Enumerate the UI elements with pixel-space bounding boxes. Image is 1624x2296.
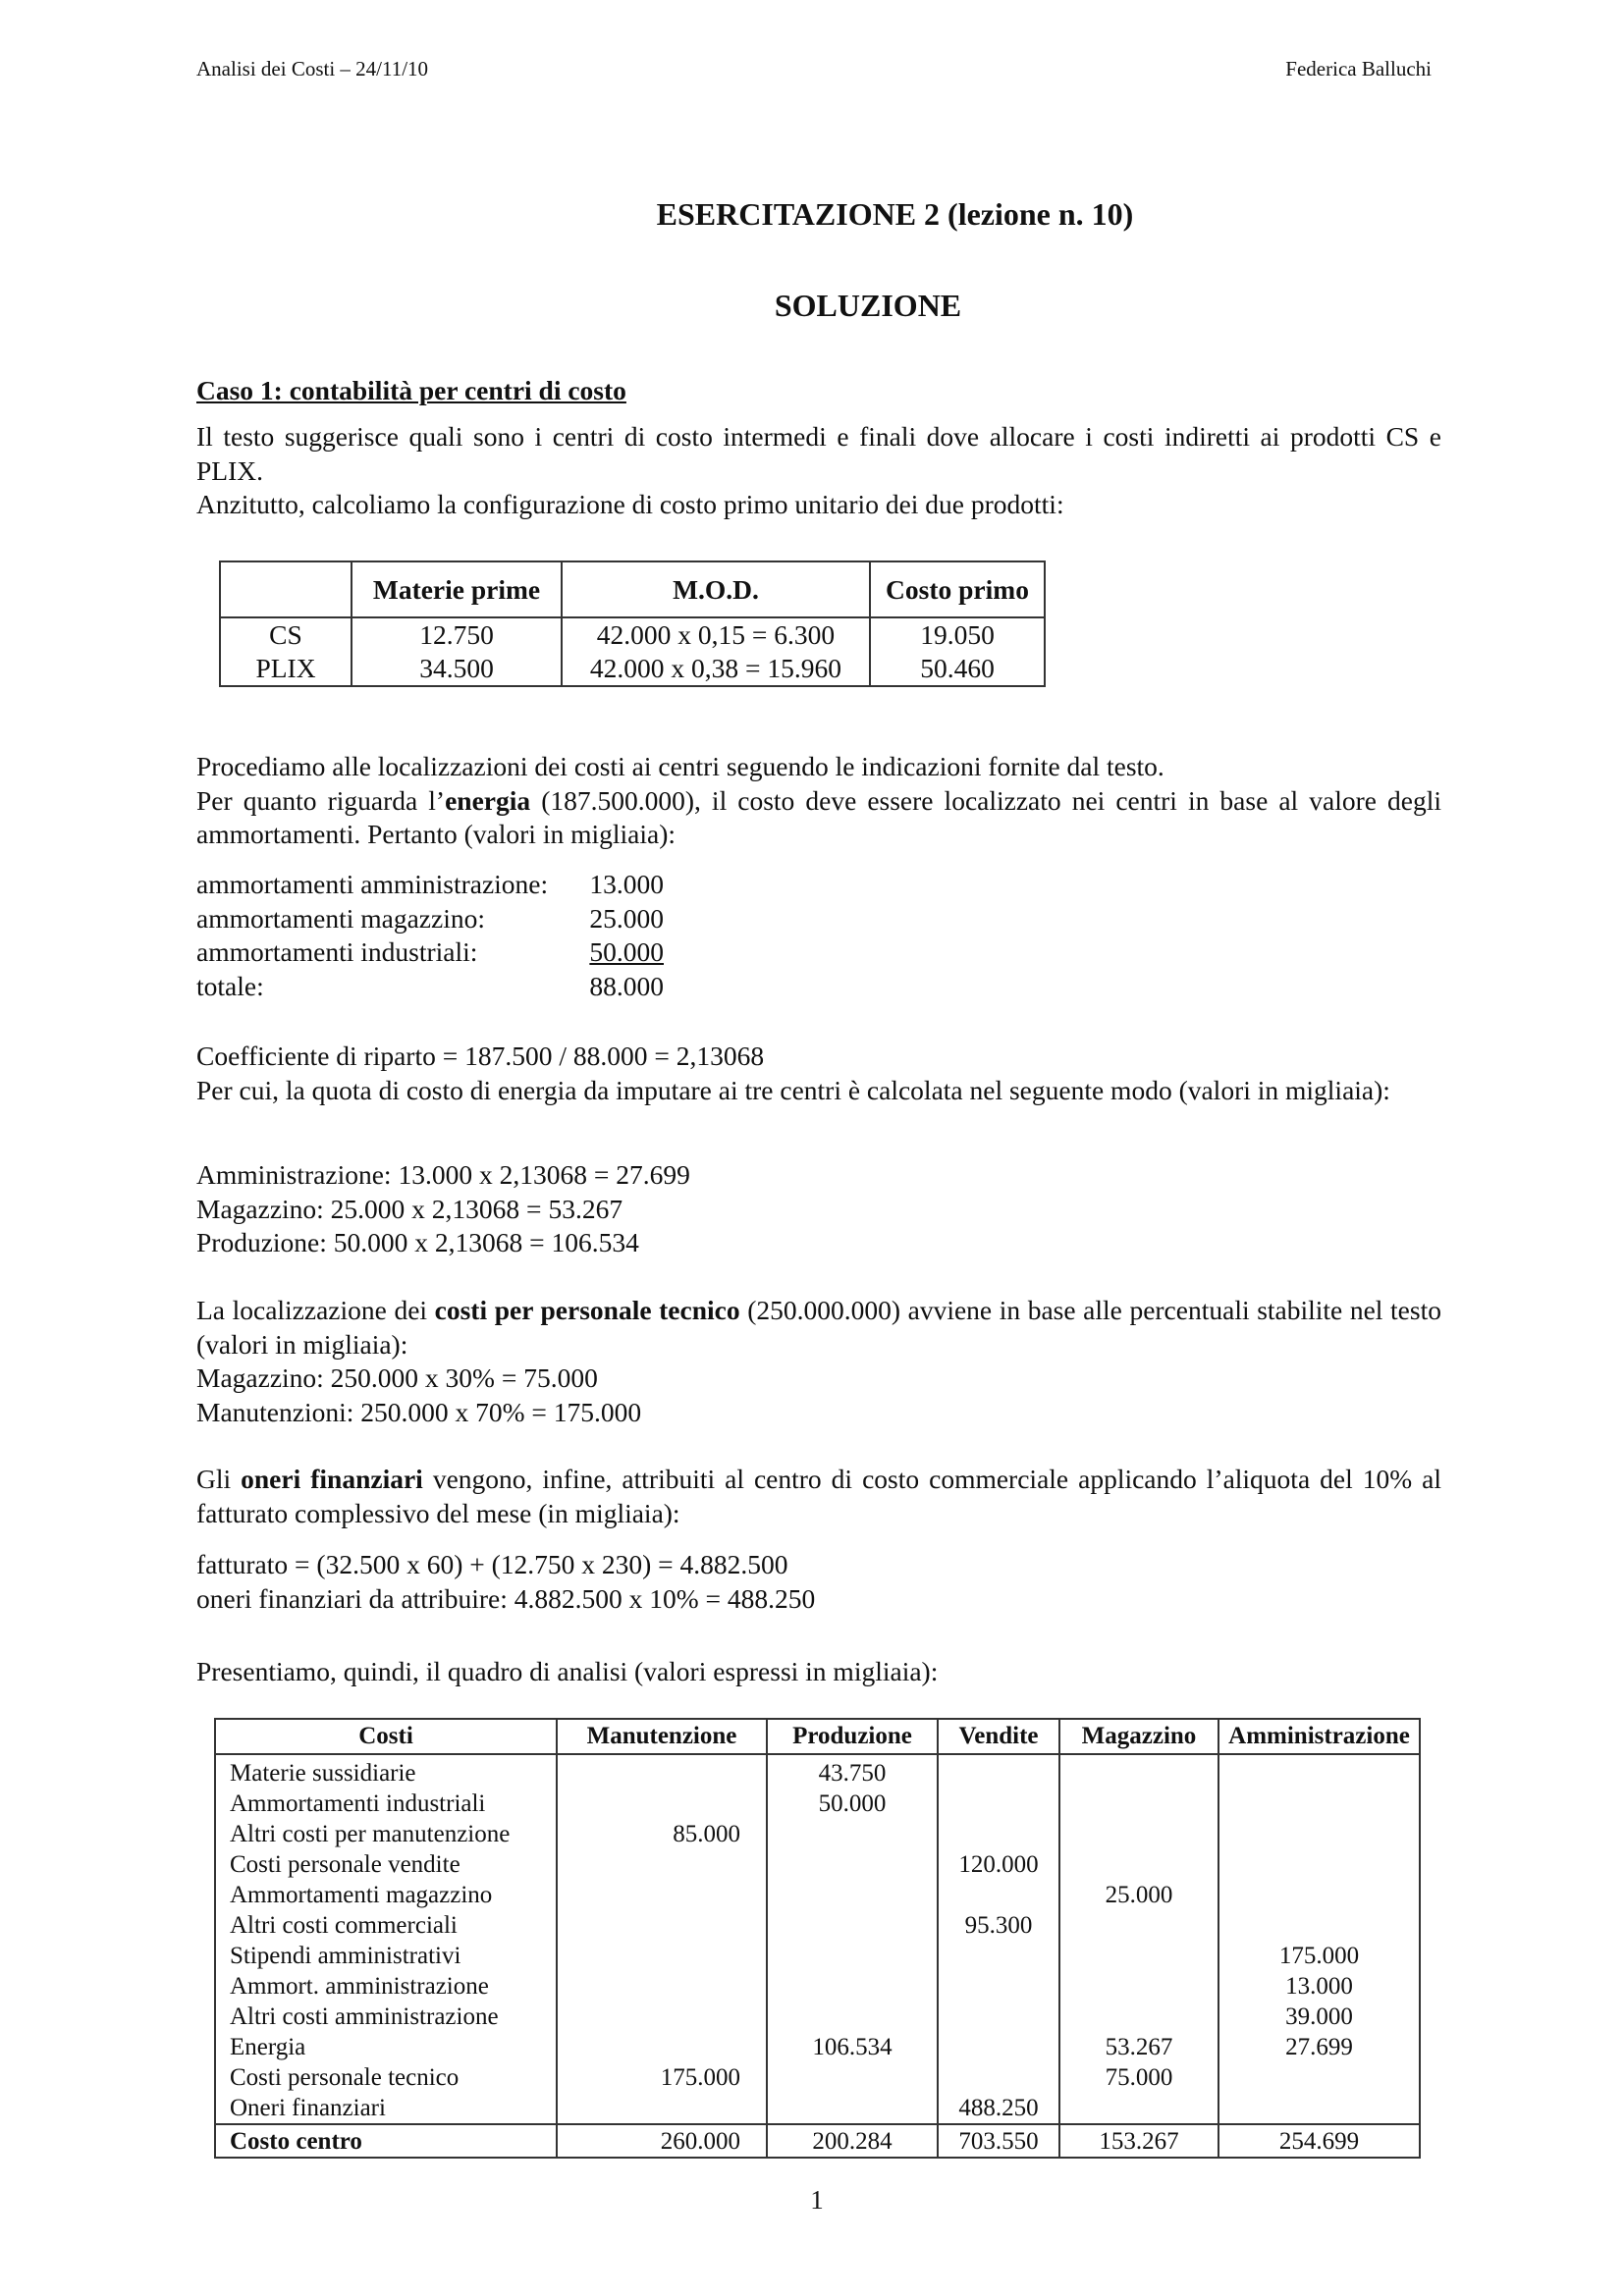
- table-cell: [938, 1754, 1059, 1789]
- table-cell: [1218, 1754, 1420, 1789]
- column-header: Produzione: [767, 1719, 938, 1754]
- table-cell: [1218, 1910, 1420, 1941]
- item-label: totale:: [196, 970, 264, 1001]
- table-cell: 175.000: [557, 2062, 767, 2093]
- table-cell: [557, 1849, 767, 1880]
- table-cell: [938, 2032, 1059, 2062]
- table-cell: [938, 2062, 1059, 2093]
- column-header: Materie prime: [352, 561, 562, 617]
- table-row: [215, 1819, 1420, 1849]
- table-cell: 85.000: [557, 1819, 767, 1849]
- table-cell: [557, 1941, 767, 1971]
- total-cell: 200.284: [767, 2124, 938, 2158]
- table-cell: 488.250: [938, 2093, 1059, 2124]
- table-cell: 175.000: [1218, 1941, 1420, 1971]
- total-label: Costo centro: [215, 2124, 557, 2158]
- text: vengono, infine, attribuiti al centro di costo commerciale applicando l’aliquota del 10% al fatturato complessivo del mese (in migliaia):: [196, 1464, 1441, 1528]
- row-label: Ammortamenti magazzino: [215, 1880, 557, 1910]
- table-cell: 27.699: [1218, 2032, 1420, 2062]
- table-cell: [557, 1789, 767, 1819]
- analysis-table: [214, 1718, 1421, 2159]
- table-cell: 25.000: [1059, 1880, 1218, 1910]
- text: Per quanto riguarda l’: [196, 784, 446, 816]
- bold-text: energia: [445, 784, 531, 816]
- total-row: [215, 2124, 1420, 2158]
- row-label: Stipendi amministrativi: [215, 1941, 557, 1971]
- financial-line: fatturato = (32.500 x 60) + (12.750 x 230) = 4.882.500: [196, 1549, 788, 1579]
- energy-paragraph-3: Per cui, la quota di costo di energia da imputare ai tre centri è calcolata nel seguente modo (valori in migliaia):: [196, 1074, 1390, 1105]
- row-label: Ammortamenti industriali: [215, 1789, 557, 1819]
- analysis-intro: Presentiamo, quindi, il quadro di analisi (valori espressi in migliaia):: [196, 1656, 939, 1686]
- table-cell: 50.000: [767, 1789, 938, 1819]
- list-item: [196, 902, 664, 936]
- table-cell: [938, 1880, 1059, 1910]
- table-cell: [938, 2002, 1059, 2032]
- table-cell: [1059, 1971, 1218, 2002]
- list-item: [196, 935, 664, 970]
- intro-section: [196, 420, 1441, 522]
- table-cell: [767, 1849, 938, 1880]
- financial-line: oneri finanziari da attribuire: 4.882.500 x 10% = 488.250: [196, 1582, 816, 1614]
- prime-cost-table: [219, 561, 1046, 687]
- table-cell: [1059, 1941, 1218, 1971]
- financial-section: [196, 1463, 1441, 1530]
- table-cell: [1218, 1849, 1420, 1880]
- table-cell: [557, 1880, 767, 1910]
- item-value: 88.000: [589, 970, 664, 1001]
- energy-section: [196, 750, 1441, 852]
- table-row: [215, 1754, 1420, 1789]
- table-cell: [557, 1754, 767, 1789]
- table-cell: [767, 2002, 938, 2032]
- column-header: Costo primo: [870, 561, 1045, 617]
- list-item: [196, 868, 664, 902]
- table-cell: 13.000: [1218, 1971, 1420, 2002]
- column-header: Manutenzione: [557, 1719, 767, 1754]
- table-cell: 42.000 x 0,38 = 15.960: [562, 652, 870, 686]
- table-row: [220, 652, 1045, 686]
- table-cell: [1218, 1880, 1420, 1910]
- column-header: Vendite: [938, 1719, 1059, 1754]
- intro-paragraph-2: Anzitutto, calcoliamo la configurazione di costo primo unitario dei due prodotti:: [196, 489, 1064, 519]
- table-cell: [938, 1941, 1059, 1971]
- column-header: [220, 561, 352, 617]
- personnel-line: Magazzino: 250.000 x 30% = 75.000: [196, 1362, 598, 1393]
- column-header: M.O.D.: [562, 561, 870, 617]
- table-cell: [767, 2093, 938, 2124]
- table-cell: [1218, 1819, 1420, 1849]
- table-cell: 19.050: [870, 617, 1045, 652]
- item-label: ammortamenti magazzino:: [196, 902, 485, 934]
- table-cell: [1218, 2062, 1420, 2093]
- allocation-line: Magazzino: 25.000 x 2,13068 = 53.267: [196, 1193, 623, 1224]
- table-cell: [557, 2093, 767, 2124]
- text: La localizzazione dei: [196, 1295, 435, 1325]
- row-label: Altri costi commerciali: [215, 1910, 557, 1941]
- total-cell: 153.267: [1059, 2124, 1218, 2158]
- energy-paragraph-1: Procediamo alle localizzazioni dei costi ai centri seguendo le indicazioni fornite dal testo.: [196, 751, 1164, 781]
- row-label: Costi personale tecnico: [215, 2062, 557, 2093]
- list-item-total: [196, 970, 664, 1004]
- table-header-row: [215, 1719, 1420, 1754]
- table-row: [215, 1789, 1420, 1819]
- table-header-row: [220, 561, 1045, 617]
- table-cell: [1059, 1789, 1218, 1819]
- table-cell: 50.460: [870, 652, 1045, 686]
- allocation-line: Produzione: 50.000 x 2,13068 = 106.534: [196, 1227, 639, 1257]
- energy-paragraph-2: [196, 784, 1441, 852]
- table-row: [215, 1910, 1420, 1941]
- table-cell: [1059, 2002, 1218, 2032]
- table-row: [215, 1971, 1420, 2002]
- table-cell: [557, 1971, 767, 2002]
- intro-paragraph-1: Il testo suggerisce quali sono i centri di costo intermedi e finali dove allocare i costi indiretti ai prodotti CS e PLIX.: [196, 421, 1441, 486]
- page-title: ESERCITAZIONE 2 (lezione n. 10): [656, 196, 1134, 232]
- total-cell: 703.550: [938, 2124, 1059, 2158]
- table-cell: 34.500: [352, 652, 562, 686]
- depreciation-list: [196, 868, 664, 1003]
- table-cell: 42.000 x 0,15 = 6.300: [562, 617, 870, 652]
- table-cell: [1059, 1754, 1218, 1789]
- table-row: [215, 2062, 1420, 2093]
- table-cell: 120.000: [938, 1849, 1059, 1880]
- table-cell: [767, 1819, 938, 1849]
- table-cell: [1218, 1789, 1420, 1819]
- column-header: Magazzino: [1059, 1719, 1218, 1754]
- table-row: [220, 617, 1045, 652]
- table-row: [215, 1941, 1420, 1971]
- table-cell: 53.267: [1059, 2032, 1218, 2062]
- table-cell: 12.750: [352, 617, 562, 652]
- table-cell: [557, 1910, 767, 1941]
- row-label: Oneri finanziari: [215, 2093, 557, 2124]
- row-label: Energia: [215, 2032, 557, 2062]
- table-cell: 106.534: [767, 2032, 938, 2062]
- column-header: Amministrazione: [1218, 1719, 1420, 1754]
- total-cell: 254.699: [1218, 2124, 1420, 2158]
- text: (187.500.000), il costo deve essere localizzato nei centri in base al valore degli ammortamenti. Pertanto (valori in migliaia):: [196, 784, 1441, 849]
- coefficient-line: Coefficiente di riparto = 187.500 / 88.000 = 2,13068: [196, 1041, 765, 1071]
- row-label: CS: [220, 617, 352, 652]
- item-label: ammortamenti industriali:: [196, 936, 478, 967]
- table-cell: [1059, 1819, 1218, 1849]
- table-cell: [557, 2002, 767, 2032]
- table-row: [215, 1849, 1420, 1880]
- text: Gli: [196, 1464, 242, 1494]
- item-label: ammortamenti amministrazione:: [196, 869, 549, 899]
- item-value: 50.000: [589, 936, 664, 967]
- financial-paragraph: [196, 1463, 1441, 1530]
- table-cell: [938, 1819, 1059, 1849]
- table-cell: [1218, 2093, 1420, 2124]
- personnel-line: Manutenzioni: 250.000 x 70% = 175.000: [196, 1396, 642, 1427]
- table-cell: [557, 2032, 767, 2062]
- personnel-section: [196, 1294, 1441, 1429]
- row-label: PLIX: [220, 652, 352, 686]
- table-cell: [938, 1789, 1059, 1819]
- table-cell: [938, 1971, 1059, 2002]
- page-number: 1: [810, 2185, 824, 2215]
- row-label: Ammort. amministrazione: [215, 1971, 557, 2002]
- table-cell: [767, 1941, 938, 1971]
- row-label: Altri costi amministrazione: [215, 2002, 557, 2032]
- bold-text: costi per personale tecnico: [434, 1295, 740, 1325]
- table-cell: 39.000: [1218, 2002, 1420, 2032]
- case-heading: Caso 1: contabilità per centri di costo: [196, 375, 626, 405]
- row-label: Altri costi per manutenzione: [215, 1819, 557, 1849]
- financial-calculations: [196, 1548, 1441, 1616]
- table-cell: [1059, 1910, 1218, 1941]
- table-cell: 43.750: [767, 1754, 938, 1789]
- energy-allocations: [196, 1158, 1441, 1260]
- table-row: [215, 1880, 1420, 1910]
- total-cell: 260.000: [557, 2124, 767, 2158]
- row-label: Materie sussidiarie: [215, 1754, 557, 1789]
- header-right: Federica Balluchi: [1285, 57, 1432, 80]
- bold-text: oneri finanziari: [241, 1464, 423, 1494]
- allocation-line: Amministrazione: 13.000 x 2,13068 = 27.699: [196, 1159, 690, 1190]
- table-cell: [767, 1880, 938, 1910]
- table-cell: [767, 2062, 938, 2093]
- text: (250.000.000) avviene in base alle percentuali stabilite nel testo (valori in migliaia):: [196, 1295, 1441, 1360]
- coefficient-section: [196, 1040, 1441, 1107]
- page-subtitle: SOLUZIONE: [774, 288, 962, 323]
- table-cell: [767, 1971, 938, 2002]
- item-value: 13.000: [589, 869, 664, 899]
- column-header: Costi: [215, 1719, 557, 1754]
- table-cell: [1059, 2093, 1218, 2124]
- table-cell: [1059, 1849, 1218, 1880]
- personnel-paragraph: [196, 1294, 1441, 1362]
- table-row: [215, 2093, 1420, 2124]
- table-cell: [767, 1910, 938, 1941]
- table-row: [215, 2002, 1420, 2032]
- header-left: Analisi dei Costi – 24/11/10: [196, 57, 429, 80]
- table-cell: 95.300: [938, 1910, 1059, 1941]
- row-label: Costi personale vendite: [215, 1849, 557, 1880]
- table-cell: 75.000: [1059, 2062, 1218, 2093]
- table-row: [215, 2032, 1420, 2062]
- item-value: 25.000: [589, 902, 664, 934]
